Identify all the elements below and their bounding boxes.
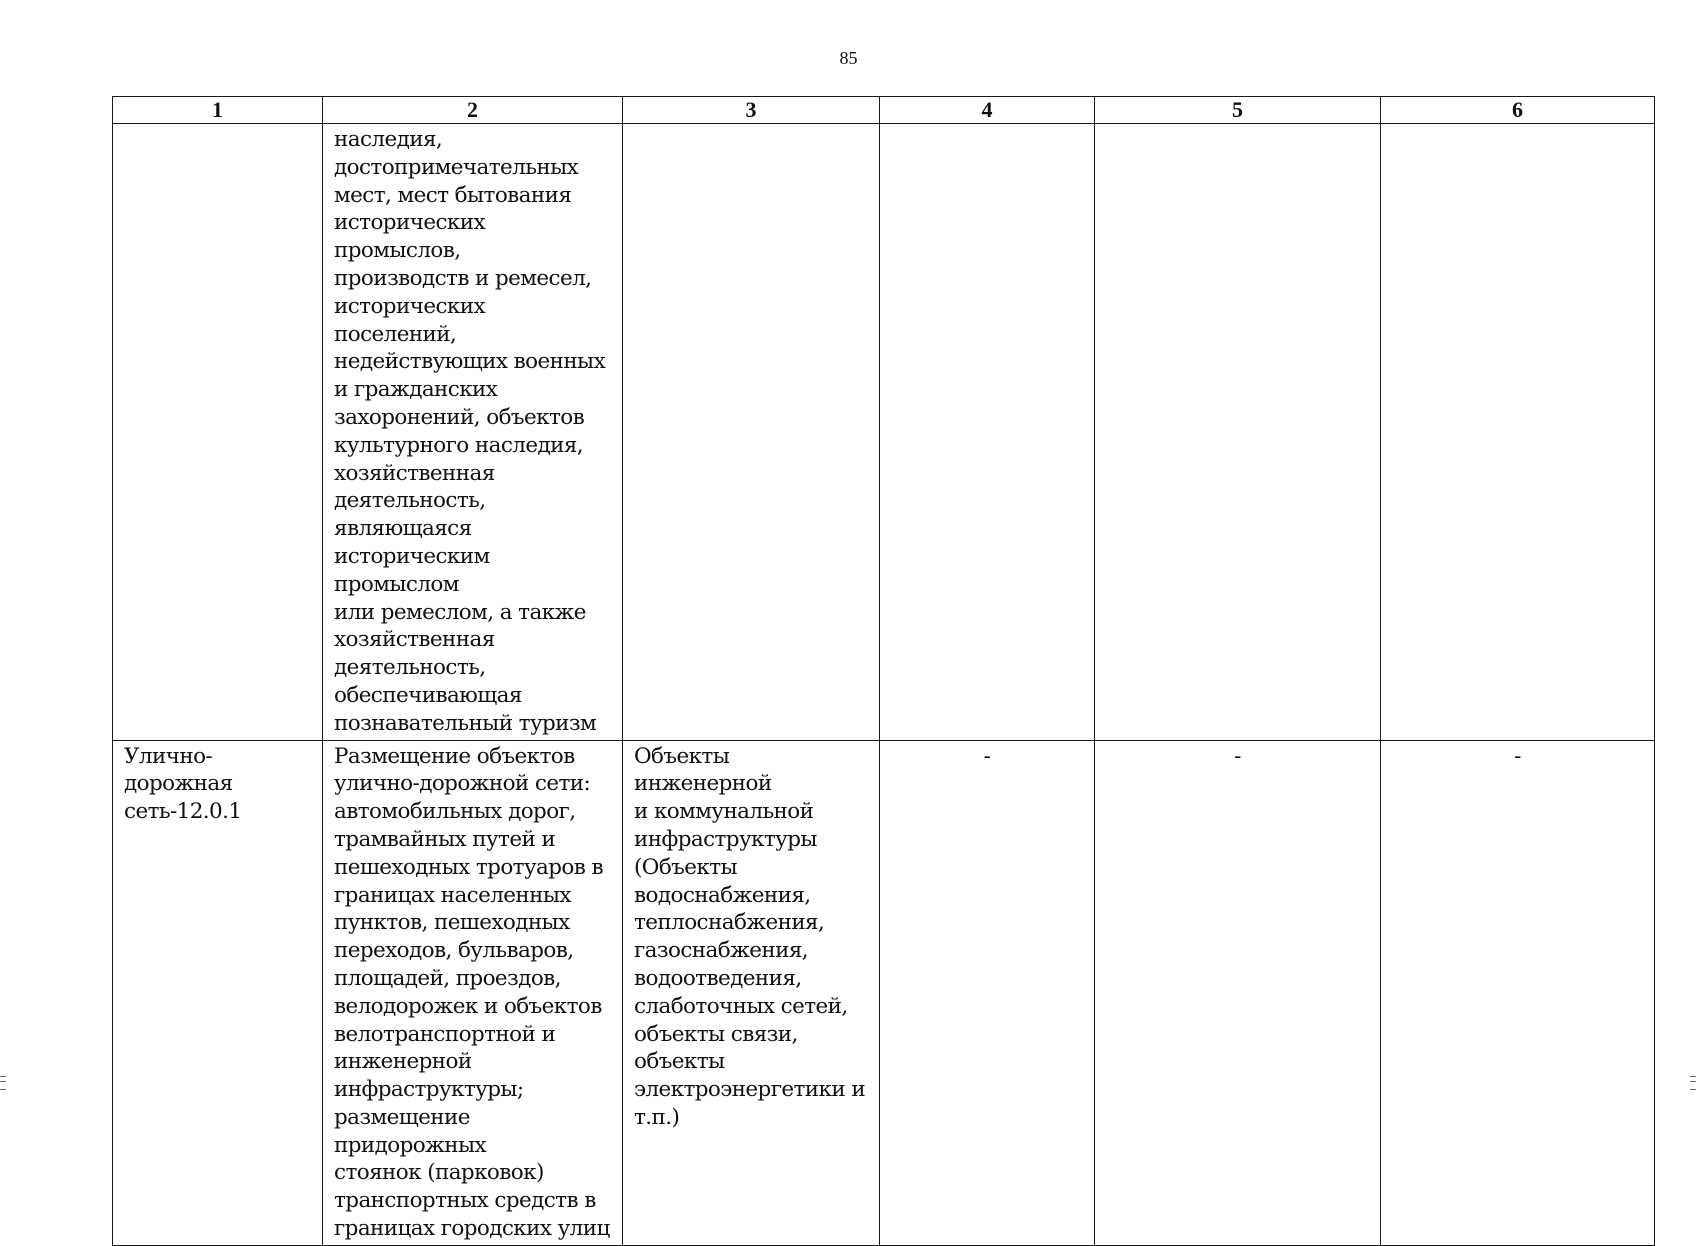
cell-use-description: наследия, достопримечательных мест, мест бытования исторических промыслов, производств и ремесел, исторических поселений, недействующих военных и гражданских захоронений, объектов культурного наследия, хозяйственная деятельность, являющаяся историческим промыслом или ремеслом, а также хозяйственная деятельность, обеспечивающая познавательный туризм: [323, 124, 623, 741]
table-row: [113, 740, 1655, 1245]
cell-auxiliary-objects: [623, 124, 880, 741]
cell-col6: [1381, 124, 1655, 741]
cell-use-name: Улично-дорожная сеть-12.0.1: [113, 740, 323, 1245]
cell-col4: [880, 124, 1095, 741]
cell-col6: -: [1381, 740, 1655, 1245]
column-header-4: 4: [880, 97, 1095, 124]
cell-col4: -: [880, 740, 1095, 1245]
column-header-1: 1: [113, 97, 323, 124]
page-number: 85: [839, 48, 858, 68]
zoning-table: [112, 96, 1655, 1246]
table-header-row: [113, 97, 1655, 124]
cell-use-description: Размещение объектов улично-дорожной сети: автомобильных дорог, трамвайных путей и пешеходных тротуаров в границах населенных пунктов, пешеходных переходов, бульваров, площадей, проездов, велодорожек и объектов велотранспортной и инженерной инфраструктуры; размещение придорожных стоянок (парковок) транспортных средств в границах городских улиц: [323, 740, 623, 1245]
table-row: [113, 124, 1655, 741]
cell-col5: -: [1095, 740, 1381, 1245]
cell-use-name: [113, 124, 323, 741]
scan-margin-mark-left: [0, 1076, 6, 1090]
scan-margin-mark-right: [1690, 1076, 1696, 1090]
cell-col5: [1095, 124, 1381, 741]
column-header-3: 3: [623, 97, 880, 124]
column-header-6: 6: [1381, 97, 1655, 124]
column-header-5: 5: [1095, 97, 1381, 124]
cell-auxiliary-objects: Объекты инженерной и коммунальной инфраструктуры (Объекты водоснабжения, теплоснабжения, газоснабжения, водоотведения, слаботочных сетей, объекты связи, объекты электроэнергетики и т.п.): [623, 740, 880, 1245]
column-header-2: 2: [323, 97, 623, 124]
